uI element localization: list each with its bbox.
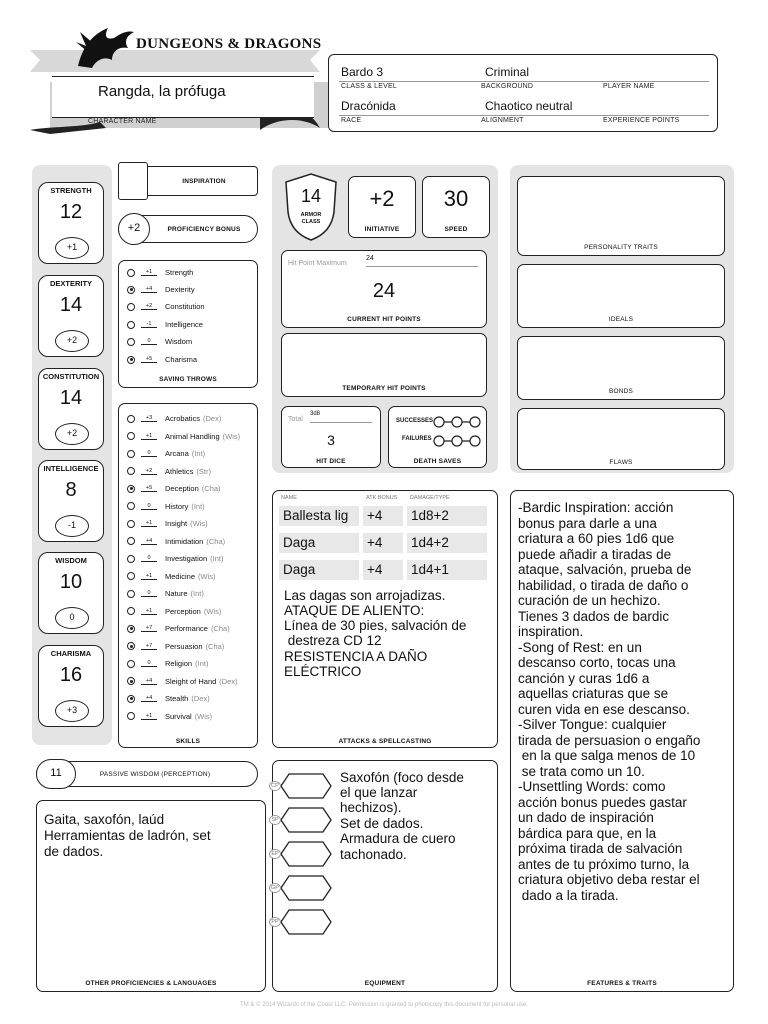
- skill-ability: (Cha): [206, 536, 226, 546]
- background-value[interactable]: Criminal: [485, 65, 530, 79]
- proficiency-dot[interactable]: [127, 695, 135, 703]
- skill-name: Acrobatics: [165, 414, 201, 423]
- logo-text: DUNGEONS & DRAGONS: [136, 36, 322, 52]
- feature-line: ataque, salvación, prueba de: [518, 562, 692, 577]
- equipment-line: tachonado.: [340, 847, 407, 862]
- skill-row[interactable]: [127, 414, 221, 423]
- hp-max-value[interactable]: 24: [366, 255, 478, 267]
- proficiency-dot[interactable]: [127, 590, 135, 598]
- equipment-line: el que lanzar: [340, 785, 418, 800]
- proficiency-dot[interactable]: [127, 286, 135, 294]
- race-label: RACE: [341, 117, 362, 124]
- inspiration-label: INSPIRATION: [182, 178, 226, 185]
- skill-name: Deception: [165, 484, 199, 493]
- skill-row[interactable]: [127, 502, 205, 511]
- feature-line: un dado de inspiración: [518, 810, 654, 825]
- skill-ability: (Int): [210, 554, 224, 563]
- skill-row[interactable]: [127, 449, 205, 458]
- character-name-label: CHARACTER NAME: [88, 118, 157, 125]
- skill-row[interactable]: [127, 432, 240, 441]
- feature-line: -Bardic Inspiration: acción: [518, 500, 674, 515]
- skill-modifier[interactable]: 0: [141, 450, 157, 457]
- ability-modifier[interactable]: +3: [55, 700, 89, 722]
- ability-name: CONSTITUTION: [42, 372, 100, 381]
- character-name-box: [52, 76, 314, 118]
- ability-score[interactable]: 14: [59, 294, 83, 316]
- skill-name: History: [165, 501, 189, 511]
- armor-class-shield-icon: [282, 172, 340, 242]
- skill-name: Insight: [165, 519, 188, 528]
- skill-row[interactable]: [127, 519, 208, 528]
- skill-row[interactable]: [127, 694, 210, 703]
- proficiency-dot[interactable]: [127, 432, 135, 440]
- skill-ability: (Wis): [203, 606, 222, 616]
- skill-row[interactable]: [127, 659, 208, 668]
- feature-line: tirada de persuasion o engaño: [518, 732, 701, 748]
- speed-value[interactable]: 30: [443, 186, 469, 211]
- proficiency-dot[interactable]: [127, 677, 135, 685]
- skill-ability: (Int): [190, 589, 204, 598]
- skill-modifier[interactable]: +5: [141, 485, 157, 492]
- ability-constitution: [38, 368, 104, 450]
- ability-name: WISDOM: [55, 556, 87, 565]
- feature-line: inspiration.: [518, 624, 584, 639]
- personality-traits-label: PERSONALITY TRAITS: [584, 244, 658, 251]
- attacks-label: ATTACKS & SPELLCASTING: [338, 738, 432, 745]
- race-value[interactable]: Dracónida: [341, 99, 396, 113]
- proficiency-dot[interactable]: [127, 303, 135, 311]
- proficiency-dot[interactable]: [127, 356, 135, 364]
- skill-name: Medicine: [165, 571, 196, 581]
- ability-name: DEXTERITY: [49, 279, 93, 288]
- proficiency-dot[interactable]: [127, 321, 135, 329]
- skill-modifier[interactable]: +3: [141, 415, 157, 422]
- ability-modifier[interactable]: 0: [55, 607, 89, 629]
- coin-field[interactable]: [271, 806, 333, 834]
- ability-name: STRENGTH: [50, 186, 92, 195]
- attacks-col-bonus: ATK BONUS: [366, 495, 398, 501]
- skill-modifier[interactable]: +4: [141, 678, 157, 685]
- ability-charisma: [38, 645, 104, 727]
- proficiency-dot[interactable]: [127, 625, 135, 633]
- attacks-col-name: NAME: [281, 495, 297, 501]
- attacks-col-damage: DAMAGE/TYPE: [410, 495, 450, 501]
- feature-line: -Song of Rest: en un: [518, 639, 642, 655]
- skill-ability: (Str): [196, 466, 211, 476]
- current-hp-label: CURRENT HIT POINTS: [347, 316, 421, 323]
- feature-line: dado a la tirada.: [518, 887, 619, 903]
- feature-line: puede añadir a tiradas de: [518, 546, 672, 562]
- skill-ability: (Cha): [210, 624, 230, 633]
- ability-modifier[interactable]: -1: [55, 515, 89, 537]
- ability-modifier[interactable]: +1: [55, 237, 89, 259]
- skill-row[interactable]: [127, 537, 225, 546]
- skill-ability: (Dex): [203, 414, 222, 423]
- skill-name: Nature: [165, 589, 188, 598]
- class-level-label: CLASS & LEVEL: [341, 83, 397, 90]
- feature-line: aquellas criaturas que se: [518, 686, 669, 701]
- proficiency-dot[interactable]: [127, 450, 135, 458]
- skill-modifier[interactable]: +2: [141, 468, 157, 475]
- skill-modifier[interactable]: +1: [141, 713, 157, 720]
- skill-modifier[interactable]: +1: [141, 433, 157, 440]
- speed-label: SPEED: [444, 226, 468, 233]
- proficiency-dot[interactable]: [127, 537, 135, 545]
- character-info-box: [328, 54, 718, 132]
- proficiencies-label: OTHER PROFICIENCIES & LANGUAGES: [85, 980, 217, 987]
- coin-label: SP: [269, 815, 281, 825]
- proficiency-value[interactable]: +2: [118, 213, 150, 245]
- initiative-label: INITIATIVE: [364, 226, 400, 233]
- coin-label: PP: [269, 917, 281, 927]
- proficiency-dot[interactable]: [127, 269, 135, 277]
- armor-class-value[interactable]: 14: [300, 186, 322, 206]
- skill-name: Persuasion: [165, 641, 203, 651]
- feature-line: en la que salga menos de 10: [518, 748, 696, 763]
- attack-note-line: ATAQUE DE ALIENTO:: [284, 603, 425, 618]
- proficiency-dot[interactable]: [127, 467, 135, 475]
- xp-label: EXPERIENCE POINTS: [603, 117, 680, 124]
- feature-line: curación de un hechizo.: [518, 593, 661, 608]
- skill-modifier[interactable]: +1: [141, 520, 157, 527]
- passive-wisdom-value[interactable]: 11: [36, 759, 76, 789]
- coin-label: CP: [269, 781, 281, 791]
- skill-modifier[interactable]: 0: [141, 660, 157, 667]
- skill-ability: (Wis): [222, 431, 241, 441]
- skill-name: Animal Handling: [165, 431, 220, 441]
- death-saves-label: DEATH SAVES: [413, 458, 462, 465]
- skill-ability: (Cha): [205, 641, 225, 651]
- coin-field[interactable]: [271, 874, 333, 902]
- coin-label: GP: [269, 883, 281, 893]
- ability-name: INTELLIGENCE: [43, 464, 99, 473]
- armor-class-label: ARMOR CLASS: [300, 212, 322, 225]
- skill-row[interactable]: [127, 589, 204, 598]
- skill-ability: (Int): [195, 659, 209, 668]
- skill-name: Religion: [165, 659, 193, 668]
- save-charisma[interactable]: +5 Charisma: [127, 355, 197, 364]
- skill-name: Sleight of Hand: [165, 676, 217, 686]
- equipment-line: Armadura de cuero: [340, 831, 456, 846]
- skill-ability: (Wis): [190, 519, 208, 528]
- skill-modifier[interactable]: +4: [141, 538, 157, 545]
- failures-label: FAILURES: [402, 436, 432, 442]
- dragon-logo-icon: [68, 22, 138, 70]
- skill-name: Intimidation: [165, 536, 204, 546]
- flaws-label: FLAWS: [609, 459, 633, 466]
- proficiency-dot[interactable]: [127, 607, 135, 615]
- save-constitution[interactable]: +2 Constitution: [127, 302, 205, 311]
- equipment-line: hechizos).: [340, 800, 402, 815]
- passive-wisdom-label: PASSIVE WISDOM (PERCEPTION): [99, 771, 211, 778]
- feature-line: próxima tirada de salvación: [518, 841, 683, 856]
- skill-modifier[interactable]: +4: [141, 695, 157, 702]
- skill-row[interactable]: [127, 624, 230, 633]
- proficiencies-line: Gaita, saxofón, laúd: [44, 812, 165, 827]
- coin-field[interactable]: [271, 772, 333, 800]
- equipment-line: Saxofón (foco desde: [340, 770, 464, 785]
- skill-row[interactable]: [127, 642, 224, 651]
- skill-ability: (Dex): [219, 676, 238, 686]
- hit-dice-label: HIT DICE: [316, 458, 346, 465]
- hp-max-label: Hit Point Maximum: [288, 260, 347, 267]
- background-label: BACKGROUND: [481, 83, 534, 90]
- proficiency-dot[interactable]: [127, 555, 135, 563]
- skill-modifier[interactable]: 0: [141, 503, 157, 510]
- proficiency-dot[interactable]: [127, 642, 135, 650]
- attack-note-line: ELÉCTRICO: [284, 664, 362, 679]
- skill-row[interactable]: [127, 554, 223, 563]
- hit-dice-value[interactable]: 3: [327, 432, 335, 448]
- ideals-label: IDEALS: [608, 316, 634, 323]
- skill-name: Performance: [165, 624, 208, 633]
- attack-note-line: Línea de 30 pies, salvación de: [284, 618, 467, 633]
- proficiency-dot[interactable]: [127, 502, 135, 510]
- character-name[interactable]: Rangda, la prófuga: [98, 83, 226, 100]
- ability-score[interactable]: 10: [59, 571, 83, 593]
- skill-row[interactable]: [127, 607, 221, 616]
- skill-modifier[interactable]: +1: [141, 608, 157, 615]
- skill-name: Perception: [165, 606, 201, 616]
- alignment-label: ALIGNMENT: [481, 117, 524, 124]
- skill-modifier[interactable]: +1: [141, 573, 157, 580]
- proficiency-dot[interactable]: [127, 572, 135, 580]
- feature-line: -Silver Tongue: cualquier: [518, 717, 667, 732]
- temp-hp-label: TEMPORARY HIT POINTS: [342, 385, 426, 392]
- feature-line: curen vida en ese descanso.: [518, 701, 690, 717]
- ability-modifier[interactable]: +2: [55, 423, 89, 445]
- skill-name: Arcana: [165, 449, 189, 458]
- skill-name: Athletics: [165, 466, 194, 476]
- skill-row[interactable]: [127, 677, 238, 686]
- proficiency-label: PROFICIENCY BONUS: [167, 226, 241, 233]
- proficiency-dot[interactable]: [127, 338, 135, 346]
- skill-ability: (Int): [191, 501, 205, 511]
- ability-score[interactable]: 14: [59, 387, 83, 409]
- skills-label: SKILLS: [175, 738, 201, 745]
- skill-name: Survival: [165, 711, 192, 721]
- skill-ability: (Int): [191, 449, 206, 458]
- proficiency-dot[interactable]: [127, 485, 135, 493]
- save-strength[interactable]: +1 Strength: [127, 268, 193, 277]
- proficiency-dot[interactable]: [127, 660, 135, 668]
- coin-field[interactable]: [271, 908, 333, 936]
- skill-modifier[interactable]: +7: [141, 643, 157, 650]
- feature-line: bonus para darle a una: [518, 515, 657, 531]
- proficiencies-line: de dados.: [44, 844, 104, 859]
- skill-ability: (Wis): [198, 571, 216, 581]
- ability-strength: [38, 182, 104, 264]
- skill-row[interactable]: [127, 712, 212, 721]
- save-intelligence[interactable]: -1 Intelligence: [127, 320, 203, 329]
- alignment-value[interactable]: Chaotico neutral: [485, 99, 573, 113]
- skill-row[interactable]: [127, 467, 211, 476]
- copyright-footer: TM & © 2014 Wizards of the Coast LLC. Permission is granted to photocopy this document for personal use.: [240, 1002, 528, 1008]
- hit-dice-total-label: Total: [288, 416, 303, 423]
- skill-modifier[interactable]: 0: [141, 590, 157, 597]
- ability-score[interactable]: 16: [59, 664, 83, 686]
- ability-intelligence: [38, 460, 104, 542]
- feature-line: se trata como un 10.: [518, 763, 645, 779]
- saving-throws-label: SAVING THROWS: [159, 376, 217, 383]
- proficiency-dot[interactable]: [127, 520, 135, 528]
- skill-modifier[interactable]: +7: [141, 625, 157, 632]
- feature-line: -Unsettling Words: como: [518, 779, 666, 794]
- proficiencies-line: Herramientas de ladrón, set: [44, 828, 211, 843]
- skill-name: Stealth: [165, 694, 189, 703]
- class-level-value[interactable]: Bardo 3: [341, 65, 384, 79]
- ability-modifier[interactable]: +2: [55, 330, 89, 352]
- proficiency-dot[interactable]: [127, 415, 135, 423]
- skill-modifier[interactable]: 0: [141, 555, 157, 562]
- initiative-value[interactable]: +2: [369, 186, 395, 211]
- ability-score[interactable]: 8: [65, 479, 77, 501]
- equipment-line: Set de dados.: [340, 816, 424, 831]
- equipment-label: EQUIPMENT: [364, 980, 406, 987]
- feature-line: Tienes 3 dados de bardic: [518, 608, 670, 624]
- skill-ability: (Dex): [191, 694, 210, 703]
- features-text: [518, 500, 700, 903]
- skill-row[interactable]: [127, 572, 216, 581]
- features-label: FEATURES & TRAITS: [587, 980, 657, 987]
- bonds-label: BONDS: [608, 388, 634, 395]
- feature-line: canción y curas 1d6 a: [518, 670, 650, 686]
- attack-note-line: Las dagas son arrojadizas.: [284, 588, 446, 603]
- ability-score[interactable]: 12: [59, 201, 83, 223]
- ability-dexterity: [38, 275, 104, 357]
- ability-wisdom: [38, 552, 104, 634]
- ability-name: CHARISMA: [50, 649, 92, 658]
- feature-line: bárdica para que, en la: [518, 825, 657, 841]
- current-hp-value[interactable]: 24: [372, 280, 396, 302]
- feature-line: criatura a 60 pies 1d6 que: [518, 531, 675, 546]
- attack-note-line: destreza CD 12: [284, 633, 382, 648]
- skill-ability: (Wis): [194, 711, 213, 721]
- save-wisdom[interactable]: 0 Wisdom: [127, 337, 192, 346]
- hit-dice-total-value[interactable]: 3d8: [310, 411, 372, 423]
- feature-line: antes de tu próximo turno, la: [518, 856, 690, 872]
- player-name-label: PLAYER NAME: [603, 83, 655, 90]
- save-dexterity[interactable]: +4 Dexterity: [127, 285, 195, 294]
- skill-name: Investigation: [165, 554, 208, 563]
- feature-line: descanso corto, tocas una: [518, 655, 676, 670]
- coin-label: EP: [269, 849, 281, 859]
- death-save-circles[interactable]: [432, 414, 482, 448]
- feature-line: criatura objetivo deba restar el: [518, 872, 700, 887]
- inspiration-input[interactable]: [118, 162, 148, 200]
- successes-label: SUCCESSES: [396, 418, 434, 424]
- skill-ability: (Cha): [201, 484, 221, 493]
- attack-note-line: RESISTENCIA A DAÑO: [284, 649, 428, 664]
- feature-line: habilidad, o tirada de daño o: [518, 577, 689, 593]
- coin-field[interactable]: [271, 840, 333, 868]
- skill-row[interactable]: [127, 484, 221, 493]
- feature-line: acción bonus puedes gastar: [518, 794, 687, 810]
- proficiency-dot[interactable]: [127, 712, 135, 720]
